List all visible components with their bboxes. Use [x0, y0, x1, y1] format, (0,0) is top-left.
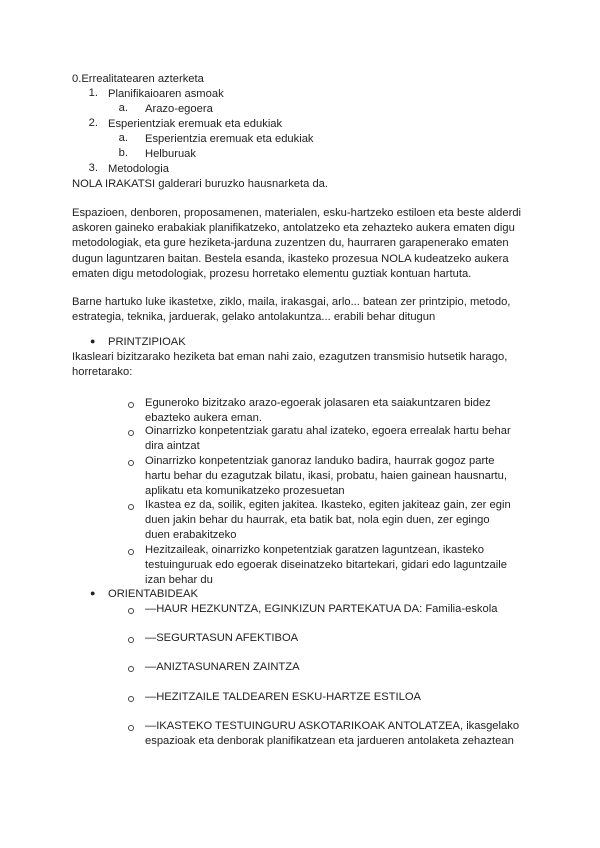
circle-bullet-icon [128, 430, 134, 436]
methodology-paragraph: Espazioen, denboren, proposamenen, materialen, esku-hartzeko estiloen eta beste alderdi askoren gaineko erabakiak planifikatzeko, antolatzeko eta zehazteko aukera ematen digu metodologiak, eta gure heziketa-jarduna zuzentzen du, haurraren garapenerako ematen dugun laguntzaren baitan. Bestela esanda, ikasteko prozesua NOLA kudeatzeko aukera ematen digu metodologiak, prozesu horretako elementu guztiak kontuan hartuta. [72, 207, 522, 280]
circle-bullet-icon [128, 666, 134, 672]
outline-subitem: Helburuak [145, 148, 196, 160]
printzipio-item: Oinarrizko konpetentziak ganoraz landuko badira, haurrak gogoz parte hartu behar du ezagutzak bilatu, ikasi, probatu, haien gainean hausnartu, aplikatu eta komunikatzeko prozesuetan [145, 455, 507, 498]
outline-num: b. [118, 147, 128, 159]
outline-num: 1. [88, 87, 98, 99]
orientabide-item: —SEGURTASUN AFEKTIBOA [145, 632, 299, 644]
orientabide-item: —HAUR HEZKUNTZA, EGINKIZUN PARTEKATUA DA: Familia-eskola [145, 603, 498, 615]
outline-num: a. [118, 132, 128, 144]
circle-bullet-icon [128, 549, 134, 555]
orientabide-item: —ANIZTASUNAREN ZAINTZA [145, 661, 300, 673]
outline-heading: 0.Errealitatearen azterketa [72, 73, 204, 85]
circle-bullet-icon [128, 637, 134, 643]
section-title-orientabideak: ORIENTABIDEAK [108, 588, 198, 600]
circle-bullet-icon [128, 504, 134, 510]
circle-bullet-icon [128, 460, 134, 466]
outline-num: a. [118, 102, 128, 114]
outline-item: Esperientziak eremuak eta edukiak [108, 118, 283, 130]
outline-subitem: Esperientzia eremuak eta edukiak [145, 133, 314, 145]
section-title-printzipioak: PRINTZIPIOAK [108, 336, 186, 348]
orientabide-item: —IKASTEKO TESTUINGURU ASKOTARIKOAK ANTOLATZEA, ikasgelako espazioak eta denborak planifikatzean eta jardueren antolaketa zehaztean [145, 720, 520, 748]
circle-bullet-icon [128, 696, 134, 702]
circle-bullet-icon [128, 402, 134, 408]
printzipioak-intro: Ikasleari bizitzarako heziketa bat eman nahi zaio, ezagutzen transmisio hutsetik harago, horretarako: [72, 351, 508, 379]
bullet-dot-icon: ● [90, 336, 96, 346]
printzipio-item: Ikastea ez da, soilik, egiten jakitea. Ikasteko, egiten jakiteaz gain, zer egin duen jakin behar du haurrak, eta batik bat, nola egin duen, zer egingo duen erabakitzeko [145, 499, 511, 542]
circle-bullet-icon [128, 725, 134, 731]
outline-subitem: Arazo-egoera [145, 103, 213, 115]
printzipio-item: Oinarrizko konpetentziak garatu ahal izateko, egoera errealak hartu behar dira aintzat [145, 425, 511, 453]
outline-num: 2. [88, 117, 98, 129]
printzipio-item: Eguneroko bizitzako arazo-egoerak jolasaren eta saiakuntzaren bidez ebazteko aukera eman. [145, 397, 491, 425]
outline-num: 3. [88, 162, 98, 174]
orientabide-item: —HEZITZAILE TALDEAREN ESKU-HARTZE ESTILOA [145, 691, 422, 703]
scope-paragraph: Barne hartuko luke ikastetxe, ziklo, maila, irakasgai, arlo... batean zer printzipio, metodo, estrategia, teknika, jarduerak, gelako antolakuntza... erabili behar ditugun [72, 296, 511, 324]
outline-item: Planifikaioaren asmoak [108, 88, 224, 100]
printzipio-item: Hezitzaileak, oinarrizko konpetentziak garatzen laguntzean, ikasteko testuinguruak edo egoerak diseinatzeko bitartekari, gidari edo laguntzaile izan behar du [145, 544, 507, 587]
bullet-dot-icon: ● [90, 588, 96, 598]
intro-text: NOLA IRAKATSI galderari buruzko hausnarketa da. [72, 178, 328, 190]
outline-item: Metodologia [108, 163, 169, 175]
circle-bullet-icon [128, 608, 134, 614]
